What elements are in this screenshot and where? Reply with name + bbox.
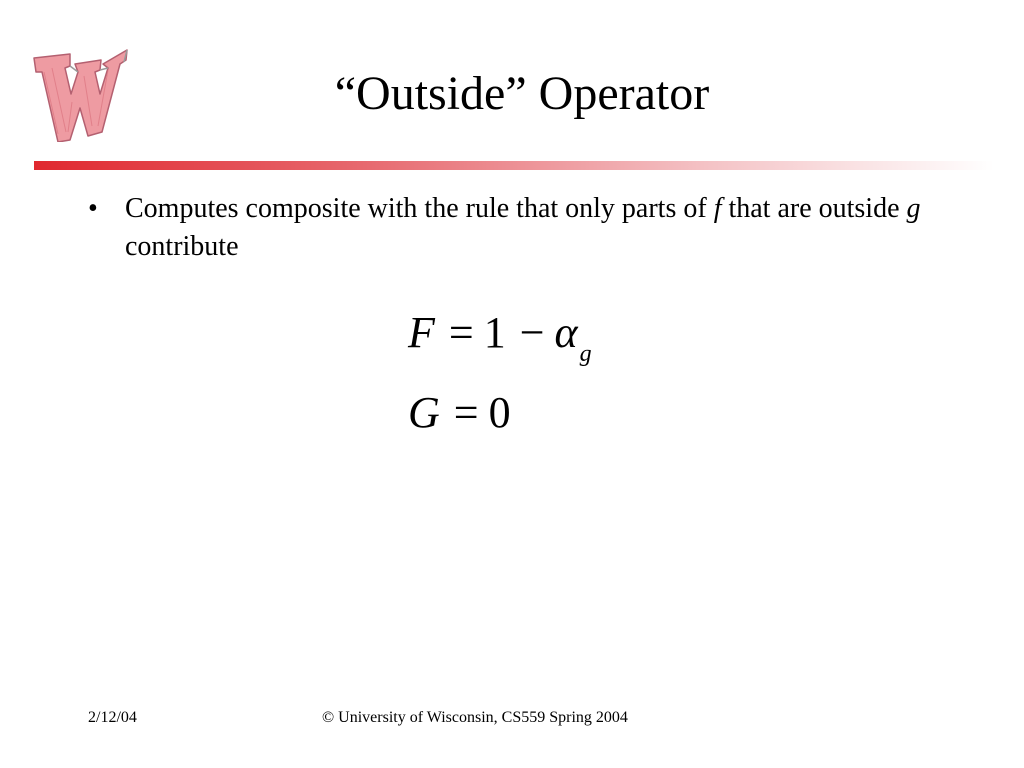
equation-lhs-f: F [408,308,435,357]
bullet-text: contribute [125,231,239,262]
variable-g: g [906,193,921,224]
alpha-symbol: α [554,308,578,357]
variable-f: f [713,193,722,224]
title-divider [34,161,994,170]
equation-one: 1 [483,308,506,357]
bullet-text: Computes composite with the rule that only parts of [125,193,714,224]
equation-lhs-g: G [408,388,440,437]
equation-rhs-zero: 0 [488,388,511,437]
bullet-item [88,190,948,266]
footer-date: 2/12/04 [88,709,137,726]
alpha-subscript-g: g [579,341,592,367]
bullet-list [88,190,948,266]
university-w-logo-icon [28,42,130,142]
equals-sign: = [448,308,474,357]
bullet-text: that are outside [721,193,907,224]
minus-sign: − [519,308,545,357]
bullet-marker: • [88,193,98,224]
equals-sign: = [453,388,479,437]
footer-copyright: © University of Wisconsin, CS559 Spring 2004 [322,709,628,726]
equation-f [408,308,592,365]
equation-g [408,388,511,438]
slide-title: “Outside” Operator [334,67,710,120]
